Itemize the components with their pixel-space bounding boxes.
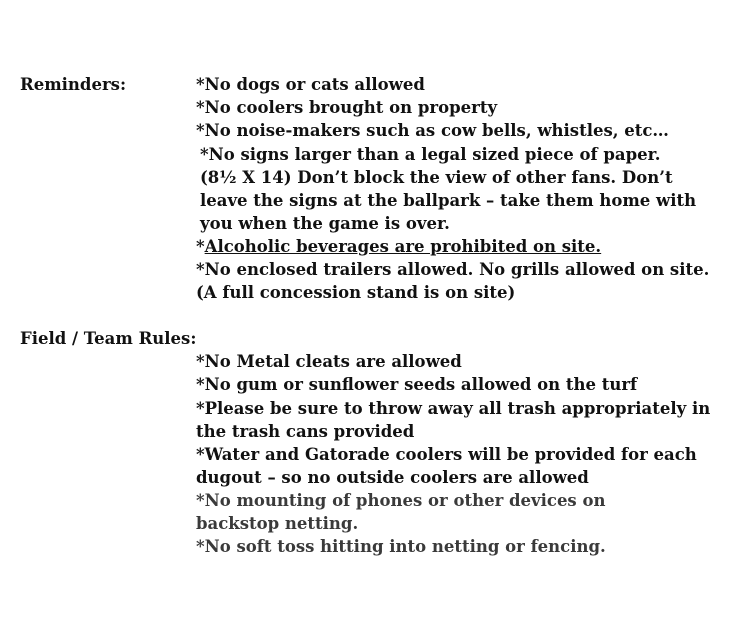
reminder-no-pets: *No dogs or cats allowed [196, 75, 425, 94]
reminder-no-trailers: *No enclosed trailers allowed. No grills allowed on site. [196, 260, 710, 279]
reminders-label: Reminders: [20, 75, 127, 94]
rule-no-gum-seeds: *No gum or sunflower seeds allowed on the turf [196, 375, 638, 394]
rule-backstop-netting: backstop netting. [196, 514, 359, 533]
rule-no-mounting: *No mounting of phones or other devices on [196, 491, 606, 510]
reminder-signs-size: *No signs larger than a legal sized piece of paper. [200, 145, 661, 164]
rule-dugout-coolers: dugout – so no outside coolers are allowed [196, 468, 589, 487]
reminder-concession: (A full concession stand is on site) [196, 283, 516, 302]
reminder-alcohol [196, 236, 601, 258]
rule-no-soft-toss: *No soft toss hitting into netting or fencing. [196, 537, 606, 556]
rule-trash: *Please be sure to throw away all trash appropriately in [196, 399, 711, 418]
reminder-signs-take-home: leave the signs at the ballpark – take them home with [200, 191, 697, 210]
field-rules-label: Field / Team Rules: [20, 329, 197, 348]
reminder-no-coolers: *No coolers brought on property [196, 98, 498, 117]
reminder-alcohol-bullet: * [196, 237, 205, 256]
reminder-no-noisemakers: *No noise-makers such as cow bells, whistles, etc… [196, 121, 669, 140]
reminder-alcohol-text: Alcoholic beverages are prohibited on site. [204, 237, 602, 256]
rule-water-coolers: *Water and Gatorade coolers will be provided for each [196, 445, 697, 464]
reminder-signs-game-over: you when the game is over. [200, 214, 450, 233]
rule-no-metal-cleats: *No Metal cleats are allowed [196, 352, 462, 371]
reminder-signs-dimensions: (8½ X 14) Don’t block the view of other fans. Don’t [200, 168, 673, 187]
rule-trash-cans: the trash cans provided [196, 422, 415, 441]
